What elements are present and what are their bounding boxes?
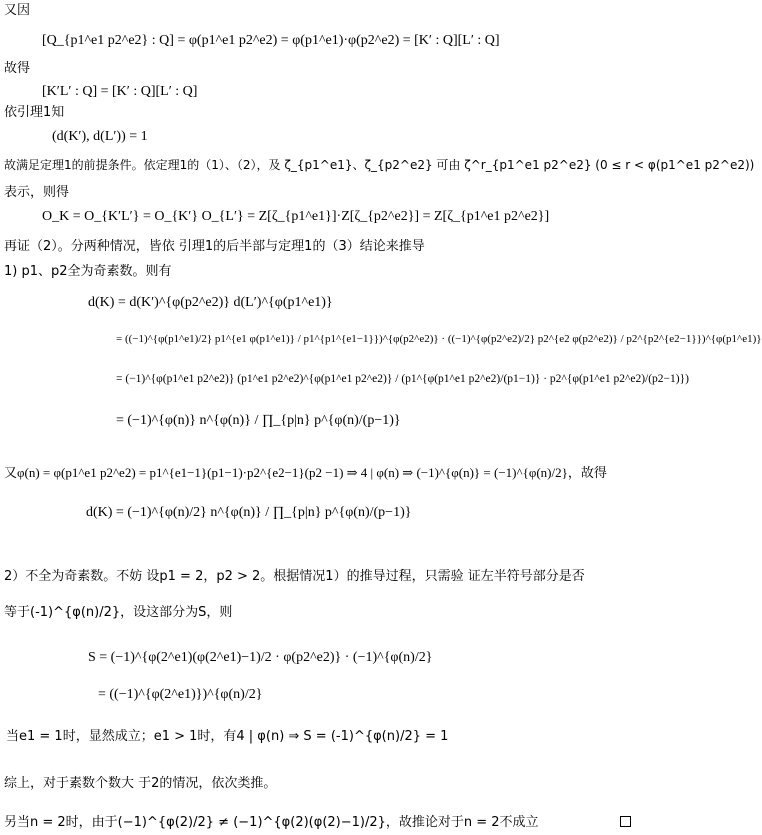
qed-square-icon bbox=[620, 816, 631, 827]
text-line: 综上，对于素数个数大 于2的情况，依次类推。 bbox=[4, 776, 277, 791]
text-line: 依引理1知 bbox=[4, 105, 65, 120]
text-line: 当e1 = 1时，显然成立；e1 > 1时，有4 | φ(n) ⇒ S = (-1)^{φ(n)/2} = 1 bbox=[6, 729, 449, 744]
equation: d(K) = d(K′)^{φ(p2^e2)} d(L′)^{φ(p1^e1)} bbox=[88, 295, 333, 310]
equation: d(K) = (−1)^{φ(n)/2} n^{φ(n)} / ∏_{p|n} p^{φ(n)/(p−1)} bbox=[86, 505, 412, 520]
equation: = ((−1)^{φ(2^e1)})^{φ(n)/2} bbox=[98, 687, 263, 702]
equation: = (−1)^{φ(p1^e1 p2^e2)} (p1^e1 p2^e2)^{φ(p1^e1 p2^e2)} / (p1^{φ(p1^e1 p2^e2)/(p1−1)} · p2^{φ(p1^e1 p2^e2)/(p2−1)}) bbox=[116, 373, 689, 385]
text-line: 再证（2）。分两种情况，皆依 引理1的后半部与定理1的（3）结论来推导 bbox=[4, 239, 425, 254]
text-line: 1) p1、p2全为奇素数。则有 bbox=[4, 264, 172, 279]
equation: (d(K′), d(L′)) = 1 bbox=[52, 129, 148, 144]
text-line: 2）不全为奇素数。不妨 设p1 = 2，p2 > 2。根据情况1）的推导过程，只需验 证左半符号部分是否 bbox=[4, 569, 585, 584]
equation: 又φ(n) = φ(p1^e1 p2^e2) = p1^{e1−1}(p1−1)·p2^{e2−1}(p2 −1) ⇒ 4 | φ(n) ⇒ (−1)^{φ(n)} = (−1)^{φ(n)/2}，故得 bbox=[4, 465, 607, 480]
text-line: 又因 bbox=[4, 3, 31, 18]
text-line: 故得 bbox=[4, 61, 31, 76]
text-line: 表示，则得 bbox=[4, 185, 70, 200]
equation: [K′L′ : Q] = [K′ : Q][L′ : Q] bbox=[42, 84, 198, 99]
equation: O_K = O_{K′L′} = O_{K′} O_{L′} = Z[ζ_{p1^e1}]·Z[ζ_{p2^e2}] = Z[ζ_{p1^e1 p2^e2}] bbox=[42, 209, 550, 224]
equation: [Q_{p1^e1 p2^e2} : Q] = φ(p1^e1 p2^e2) = φ(p1^e1)·φ(p2^e2) = [K′ : Q][L′ : Q] bbox=[42, 33, 500, 48]
equation: = ((−1)^{φ(p1^e1)/2} p1^{e1 φ(p1^e1)} / p1^{p1^{e1−1}})^{φ(p2^e2)} · ((−1)^{φ(p2^e2)/2} p2^{e2 φ(p2^e2)} / p2^{p2^{e2−1}})^{φ(p1^e1)} bbox=[116, 333, 762, 345]
text-line: 另当n = 2时，由于(−1)^{φ(2)/2} ≠ (−1)^{φ(2)(φ(2)−1)/2}，故推论对于n = 2不成立 bbox=[4, 815, 539, 830]
text-line: 故满足定理1的前提条件。依定理1的（1）、（2），及 ζ_{p1^e1}、ζ_{p2^e2} 可由 ζ^r_{p1^e1 p2^e2} (0 ≤ r < φ(p1^e1 p2^e2)) bbox=[4, 158, 755, 172]
equation: S = (−1)^{φ(2^e1)(φ(2^e1)−1)/2 · φ(p2^e2)} · (−1)^{φ(n)/2} bbox=[88, 650, 433, 665]
equation: = (−1)^{φ(n)} n^{φ(n)} / ∏_{p|n} p^{φ(n)/(p−1)} bbox=[116, 413, 401, 428]
text-line: 等于(-1)^{φ(n)/2}，设这部分为S，则 bbox=[4, 605, 233, 620]
